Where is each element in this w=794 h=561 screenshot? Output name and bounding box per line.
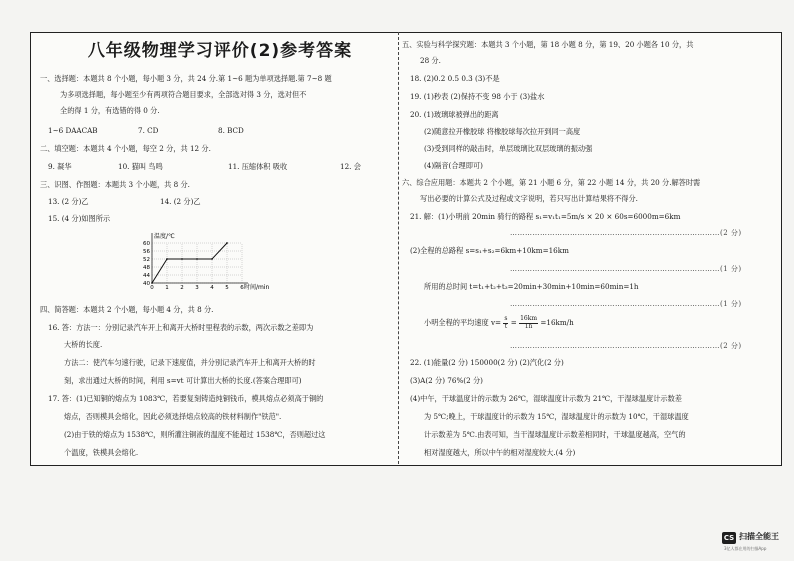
temperature-series-line (152, 243, 227, 283)
x-tick-label: 1 (165, 285, 169, 291)
answer-17-line4: 个温度，铁模具会熔化. (64, 448, 139, 457)
answer-22-1: 22. (1)能量(2 分) 150000(2 分) (2)汽化(2 分) (410, 358, 564, 367)
numerator: 16km (520, 315, 538, 322)
x-tick-label: 5 (225, 285, 229, 291)
y-axis-label: 温度/℃ (154, 233, 175, 240)
answer-21-1: 21. 解：(1)小明前 20min 骑行的路程 s₁=v₁t₁=5m/s × 20 × 60s=6000m=6km (410, 212, 681, 221)
answer-16-line1: 16. 答：方法一：分别记录汽车开上和离开大桥时里程表的示数，两次示数之差即为 (48, 323, 314, 332)
answer-18: 18. (2)0.2 0.5 0.3 (3)不是 (410, 74, 500, 83)
answer-15: 15. (4 分)如图所示 (48, 214, 111, 223)
answer-11: 11. 压缩体积 吸收 (228, 162, 288, 171)
average-speed-label: 小明全程的平均速度 v= (424, 318, 502, 328)
section-3-heading: 三、识图、作图题：本题共 3 个小题，共 8 分. (40, 180, 190, 189)
answer-9: 9. 凝华 (48, 162, 72, 171)
x-tick-label: 4 (210, 285, 214, 291)
answer-1-6: 1~6 DAACAB (48, 126, 98, 135)
x-tick-label: 0 (150, 285, 154, 291)
answer-20-1: 20. (1)玻璃球被弹出的距离 (410, 110, 499, 119)
score-dots: …………………………………………………………………………(1 分) (510, 265, 742, 273)
answer-21-2: (2)全程的总路程 s=s₁+s₂=6km+10km=16km (410, 246, 569, 255)
section-5-heading: 五、实验与科学探究题：本题共 3 个小题，第 18 小题 8 分，第 19、20 小题各 10 分，共 (402, 40, 694, 49)
score-dots: …………………………………………………………………………(1 分) (510, 300, 742, 308)
denominator: 1h (524, 322, 533, 330)
y-tick-label: 40 (143, 281, 150, 287)
section-6-text: 写出必要的计算公式及过程或文字说明，若只写出计算结果将不得分. (420, 194, 638, 203)
section-4-heading: 四、简答题：本题共 2 个小题，每小题 4 分，共 8 分. (40, 305, 214, 314)
section-6-heading: 六、综合应用题：本题共 2 个小题，第 21 小题 6 分，第 22 小题 14 分，共 20 分.解答时需 (402, 178, 701, 187)
answer-16-line3: 方法二：使汽车匀速行驶，记录下速度值，并分别记录汽车开上和离开大桥的时 (64, 358, 316, 367)
answer-14: 14. (2 分)乙 (160, 197, 201, 206)
answer-17-line1: 17. 答：(1)已知铜的熔点为 1083℃，若要复刻铸造纯铜钱币，模具熔点必须高于铜的 (48, 394, 324, 403)
answer-22-5: 计示数差为 5℃.由表可知，当干湿球温度计示数差相同时，干球温度越高，空气的 (424, 430, 686, 439)
scanner-brand: 扫描全能王 (739, 532, 779, 541)
numerator: s (504, 315, 508, 322)
data-point (166, 258, 168, 260)
section-1-text: 为多项选择题，每小题至少有两项符合题目要求，全部选对得 3 分，选对但不 (60, 90, 307, 99)
answer-22-3: (4)中午，干球温度计的示数为 26℃，湿球温度计示数为 21℃，干湿球温度计示数差 (410, 394, 682, 403)
section-1-text: 全的得 1 分，有选错的得 0 分. (60, 106, 160, 115)
section-2-heading: 二、填空题：本题共 4 个小题，每空 2 分，共 12 分. (40, 144, 211, 153)
section-5-text: 28 分. (420, 56, 441, 65)
score-dots: …………………………………………………………………………(2 分) (510, 342, 742, 350)
answer-10: 10. 猫叫 鸟鸣 (118, 162, 163, 171)
equals-sign: = (510, 318, 517, 328)
answer-7: 7. CD (138, 126, 159, 135)
answer-22-4: 为 5℃;晚上，干球温度计的示数为 15℃，湿球温度计的示数为 10℃，干湿球温度 (424, 412, 689, 421)
data-point (151, 282, 153, 284)
y-tick-label: 56 (143, 249, 150, 255)
camscanner-logo: CS (723, 534, 735, 542)
answer-22-6: 相对湿度越大，所以中午的相对湿度较大.(4 分) (424, 448, 576, 457)
x-tick-label: 6 (240, 285, 244, 291)
answer-12: 12. 会 (340, 162, 361, 171)
answer-17-line2: 熔点，否则模具会熔化，因此必须选择熔点较高的铁材料制作"铁范". (64, 412, 282, 421)
data-point (181, 258, 183, 260)
data-point (226, 242, 228, 244)
average-speed-result: =16km/h (540, 318, 574, 328)
answer-20-2: (2)随意拉开橡胶球 将橡胶球每次拉开到同一高度 (424, 127, 581, 136)
answer-20-3: (3)受到同样的敲击时，单层玻璃比双层玻璃的振动强 (424, 144, 593, 153)
x-axis-label: 时间/min (244, 284, 270, 291)
section-1-heading: 一、选择题：本题共 8 个小题，每小题 3 分，共 24 分.第 1~6 题为单项选择题.第 7~8 题 (40, 74, 332, 83)
answer-19: 19. (1)秒表 (2)保持不变 98 小于 (3)盐水 (410, 92, 545, 101)
answer-13: 13. (2 分)乙 (48, 197, 89, 206)
answer-22-2: (3)A(2 分) 76%(2 分) (410, 376, 483, 385)
answer-17-line3: (2)由于铁的熔点为 1538℃，则所灌注铜液的温度不能超过 1538℃，否则超过这 (64, 430, 326, 439)
column-divider (398, 32, 399, 464)
x-tick-label: 2 (180, 285, 184, 291)
answer-20-4: (4)隔音(合理即可) (424, 161, 483, 170)
data-point (196, 258, 198, 260)
denominator: t (504, 322, 508, 330)
answer-21-4 (424, 316, 574, 330)
temperature-time-graph (130, 225, 270, 295)
x-tick-label: 3 (195, 285, 199, 291)
page-title: 八年级物理学习评价(2)参考答案 (87, 41, 353, 61)
data-point (211, 258, 213, 260)
answer-21-3: 所用的总时间 t=t₁+t₂+t₃=20min+30min+10min=60min=1h (424, 282, 639, 291)
answer-16-line2: 大桥的长度. (64, 340, 103, 349)
scanner-tagline: 3亿人都在用的扫描App (724, 546, 767, 551)
answer-8: 8. BCD (218, 126, 244, 135)
y-tick-label: 60 (143, 241, 150, 247)
y-tick-label: 44 (143, 273, 150, 279)
fraction-16km-over-1h (519, 316, 538, 330)
y-tick-label: 48 (143, 265, 150, 271)
score-dots: …………………………………………………………………………(2 分) (510, 229, 742, 237)
y-tick-label: 52 (143, 257, 150, 263)
fraction-s-over-t (503, 316, 508, 330)
answer-16-line4: 刻，求出通过大桥的时间，利用 s=vt 可计算出大桥的长度.(答案合理即可) (64, 376, 302, 385)
